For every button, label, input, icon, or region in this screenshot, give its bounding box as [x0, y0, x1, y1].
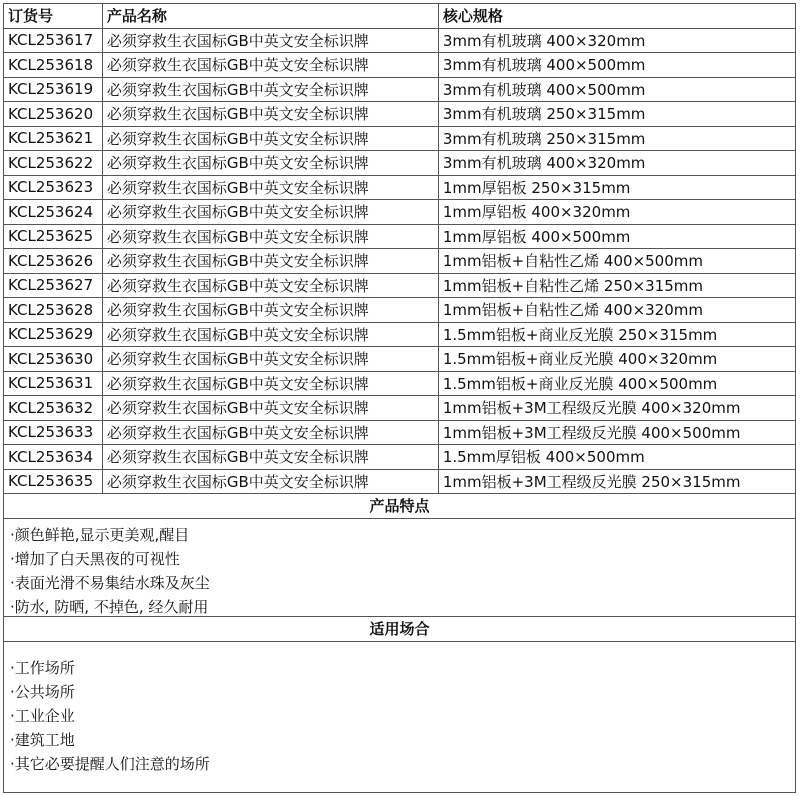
cell-core-spec: 1mm铝板+自粘性乙烯 400×500mm	[438, 249, 795, 274]
cell-core-spec: 3mm有机玻璃 250×315mm	[438, 102, 795, 127]
cell-core-spec: 1mm铝板+3M工程级反光膜 250×315mm	[438, 469, 795, 494]
cell-order-number: KCL253621	[4, 126, 103, 151]
cell-product-name: 必须穿救生衣国标GB中英文安全标识牌	[102, 347, 438, 372]
cell-core-spec: 3mm有机玻璃 400×320mm	[438, 28, 795, 53]
table-row	[4, 224, 796, 249]
cell-core-spec: 1mm铝板+自粘性乙烯 400×320mm	[438, 298, 795, 323]
cell-core-spec: 1.5mm铝板+商业反光膜 250×315mm	[438, 322, 795, 347]
cell-core-spec: 1mm铝板+3M工程级反光膜 400×500mm	[438, 420, 795, 445]
cell-core-spec: 1.5mm厚铝板 400×500mm	[438, 445, 795, 470]
cell-order-number: KCL253618	[4, 53, 103, 78]
occasions-list	[3, 642, 796, 793]
cell-order-number: KCL253633	[4, 420, 103, 445]
cell-order-number: KCL253625	[4, 224, 103, 249]
cell-order-number: KCL253629	[4, 322, 103, 347]
table-row	[4, 175, 796, 200]
table-row	[4, 347, 796, 372]
cell-core-spec: 1mm厚铝板 400×500mm	[438, 224, 795, 249]
occasion-item: ·公共场所	[10, 683, 75, 701]
table-row	[4, 200, 796, 225]
product-table	[3, 3, 796, 494]
table-row	[4, 53, 796, 78]
cell-core-spec: 3mm有机玻璃 250×315mm	[438, 126, 795, 151]
cell-product-name: 必须穿救生衣国标GB中英文安全标识牌	[102, 298, 438, 323]
cell-core-spec: 3mm有机玻璃 400×320mm	[438, 151, 795, 176]
cell-product-name: 必须穿救生衣国标GB中英文安全标识牌	[102, 126, 438, 151]
features-list	[3, 519, 796, 617]
cell-order-number: KCL253622	[4, 151, 103, 176]
header-product-name: 产品名称	[102, 4, 438, 29]
feature-item: ·颜色鲜艳,显示更美观,醒目	[10, 526, 190, 544]
table-row	[4, 249, 796, 274]
cell-product-name: 必须穿救生衣国标GB中英文安全标识牌	[102, 102, 438, 127]
cell-product-name: 必须穿救生衣国标GB中英文安全标识牌	[102, 200, 438, 225]
table-body	[4, 28, 796, 494]
cell-order-number: KCL253623	[4, 175, 103, 200]
cell-order-number: KCL253626	[4, 249, 103, 274]
table-row	[4, 102, 796, 127]
header-order-number: 订货号	[4, 4, 103, 29]
cell-core-spec: 1.5mm铝板+商业反光膜 400×500mm	[438, 371, 795, 396]
product-sheet	[3, 3, 796, 793]
cell-order-number: KCL253620	[4, 102, 103, 127]
cell-product-name: 必须穿救生衣国标GB中英文安全标识牌	[102, 322, 438, 347]
cell-core-spec: 3mm有机玻璃 400×500mm	[438, 77, 795, 102]
cell-core-spec: 1.5mm铝板+商业反光膜 400×320mm	[438, 347, 795, 372]
feature-item: ·表面光滑不易集结水珠及灰尘	[10, 574, 210, 592]
cell-core-spec: 1mm铝板+3M工程级反光膜 400×320mm	[438, 396, 795, 421]
cell-product-name: 必须穿救生衣国标GB中英文安全标识牌	[102, 445, 438, 470]
cell-product-name: 必须穿救生衣国标GB中英文安全标识牌	[102, 273, 438, 298]
cell-product-name: 必须穿救生衣国标GB中英文安全标识牌	[102, 249, 438, 274]
cell-order-number: KCL253630	[4, 347, 103, 372]
header-core-spec: 核心规格	[438, 4, 795, 29]
cell-product-name: 必须穿救生衣国标GB中英文安全标识牌	[102, 28, 438, 53]
cell-order-number: KCL253634	[4, 445, 103, 470]
occasion-item: ·其它必要提醒人们注意的场所	[10, 755, 210, 773]
table-row	[4, 298, 796, 323]
cell-core-spec: 1mm厚铝板 250×315mm	[438, 175, 795, 200]
table-row	[4, 322, 796, 347]
cell-order-number: KCL253628	[4, 298, 103, 323]
cell-product-name: 必须穿救生衣国标GB中英文安全标识牌	[102, 224, 438, 249]
cell-core-spec: 1mm厚铝板 400×320mm	[438, 200, 795, 225]
cell-order-number: KCL253627	[4, 273, 103, 298]
cell-order-number: KCL253619	[4, 77, 103, 102]
table-row	[4, 151, 796, 176]
cell-product-name: 必须穿救生衣国标GB中英文安全标识牌	[102, 420, 438, 445]
table-row	[4, 469, 796, 494]
cell-product-name: 必须穿救生衣国标GB中英文安全标识牌	[102, 371, 438, 396]
table-row	[4, 396, 796, 421]
table-row	[4, 445, 796, 470]
cell-product-name: 必须穿救生衣国标GB中英文安全标识牌	[102, 175, 438, 200]
feature-item: ·增加了白天黑夜的可视性	[10, 550, 180, 568]
cell-core-spec: 3mm有机玻璃 400×500mm	[438, 53, 795, 78]
table-row	[4, 28, 796, 53]
cell-order-number: KCL253631	[4, 371, 103, 396]
cell-product-name: 必须穿救生衣国标GB中英文安全标识牌	[102, 53, 438, 78]
occasion-item: ·建筑工地	[10, 731, 75, 749]
cell-order-number: KCL253624	[4, 200, 103, 225]
cell-order-number: KCL253632	[4, 396, 103, 421]
cell-order-number: KCL253635	[4, 469, 103, 494]
feature-item: ·防水, 防晒, 不掉色, 经久耐用	[10, 598, 209, 616]
table-row	[4, 126, 796, 151]
cell-product-name: 必须穿救生衣国标GB中英文安全标识牌	[102, 396, 438, 421]
table-row	[4, 273, 796, 298]
table-row	[4, 371, 796, 396]
occasion-item: ·工业企业	[10, 707, 75, 725]
occasions-title: 适用场合	[3, 617, 796, 642]
table-row	[4, 77, 796, 102]
features-title: 产品特点	[3, 494, 796, 519]
table-row	[4, 420, 796, 445]
table-header-row	[4, 4, 796, 29]
cell-core-spec: 1mm铝板+自粘性乙烯 250×315mm	[438, 273, 795, 298]
cell-product-name: 必须穿救生衣国标GB中英文安全标识牌	[102, 77, 438, 102]
cell-product-name: 必须穿救生衣国标GB中英文安全标识牌	[102, 151, 438, 176]
cell-order-number: KCL253617	[4, 28, 103, 53]
cell-product-name: 必须穿救生衣国标GB中英文安全标识牌	[102, 469, 438, 494]
occasion-item: ·工作场所	[10, 659, 75, 677]
